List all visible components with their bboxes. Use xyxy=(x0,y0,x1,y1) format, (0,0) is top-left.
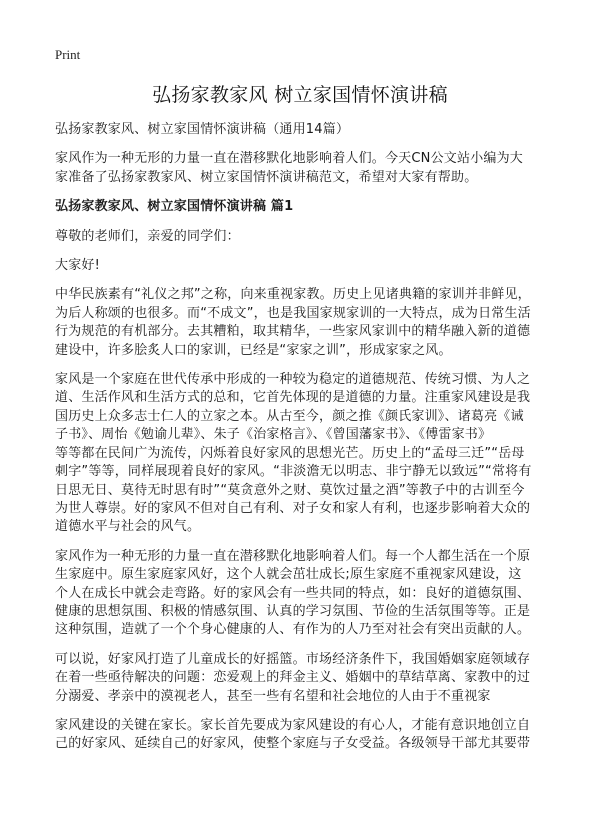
greeting: 尊敬的老师们，亲爱的同学们： xyxy=(55,228,240,244)
body-paragraph xyxy=(55,371,570,537)
text-line: 建设中，许多脍炙人口的家训，已经是“家家之训”，形成家家之风。 xyxy=(55,342,452,358)
text-line: 为世人尊崇。好的家风不但对自己有利、对子女和家人有利，也逐步影响着大众的 xyxy=(55,500,531,516)
text-line: 家风是一个家庭在世代传承中形成的一种较为稳定的道德规范、传统习惯、为人之 xyxy=(55,372,531,388)
text-line: 家风作为一种无形的力量一直在潜移默化地影响着人们。每一个人都生活在一个原 xyxy=(55,548,531,564)
text-line: 己的好家风、延续自己的好家风，使整个家庭与子女受益。各级领导干部尤其要带 xyxy=(55,736,531,752)
text-line: 行为规范的有机部分。去其糟粕，取其精华，一些家风家训中的精华融入新的道德 xyxy=(55,324,531,340)
document-body xyxy=(55,121,570,765)
text-line: 个人在成长中就会走弯路。好的家风会有一些共同的特点，如：良好的道德氛围、 xyxy=(55,585,531,601)
text-line: 日思无日、莫待无时思有时”“莫贪意外之财、莫饮过量之酒”等教子中的古训至今 xyxy=(55,482,525,498)
text-line: 中华民族素有“礼仪之邦”之称，向来重视家教。历史上见诸典籍的家训并非鲜见， xyxy=(55,287,531,303)
subtitle: 弘扬家教家风、树立家国情怀演讲稿（通用14篇） xyxy=(55,122,350,137)
text-line: 家风作为一种无形的力量一直在潜移默化地影响着人们。今天CN公文站小编为大 xyxy=(55,151,524,167)
text-line: 道、生活作风和生活方式的总和，它首先体现的是道德的力量。注重家风建设是我 xyxy=(55,390,531,406)
text-line: 刺字”等等，同样展现着良好的家风。“非淡澹无以明志、非宁静无以致远”“常将有 xyxy=(55,464,532,480)
text-line: 分溺爱、孝亲中的漠视老人，甚至一些有名望和社会地位的人由于不重视家 xyxy=(55,688,491,704)
body-paragraph xyxy=(55,651,570,706)
text-line: 为后人称颂的也很多。而“不成文”，也是我国家规家训的一大特点，成为日常生活 xyxy=(55,305,531,321)
text-line: 这种氛围，造就了一个个身心健康的人、有作为的人乃至对社会有突出贡献的人。 xyxy=(55,622,531,638)
document-title: 弘扬家教家风 树立家国情怀演讲稿 xyxy=(152,84,448,106)
text-line: 在着一些亟待解决的问题：恋爱观上的拜金主义、婚姻中的草结草离、家教中的过 xyxy=(55,670,531,686)
text-line: 健康的思想氛围、积极的情感氛围、认真的学习氛围、节俭的生活氛围等等。正是 xyxy=(55,603,531,619)
text-line: 道德水平与社会的风气。 xyxy=(55,519,201,535)
text-line: 等等都在民间广为流传，闪烁着良好家风的思想光芒。历史上的“孟母三迁”“岳母 xyxy=(55,445,525,461)
body-paragraph xyxy=(55,548,570,640)
text-line: 可以说，好家风打造了儿童成长的好摇篮。市场经济条件下，我国婚姻家庭领域存 xyxy=(55,651,531,667)
text-line: 生家庭中。原生家庭家风好，这个人就会茁壮成长;原生家庭不重视家风建设，这 xyxy=(55,567,522,583)
text-line: 家准备了弘扬家教家风、树立家国情怀演讲稿范文，希望对大家有帮助。 xyxy=(55,169,478,185)
section-heading: 弘扬家教家风、树立家国情怀演讲稿 篇1 xyxy=(55,199,294,215)
text-line: 子书》、周怡《勉谕儿辈》、朱子《治家格言》、《曾国藩家书》、《傅雷家书》 xyxy=(55,427,492,443)
body-paragraph xyxy=(55,286,570,360)
hello: 大家好! xyxy=(55,258,101,274)
text-line: 家风建设的关键在家长。家长首先要成为家风建设的有心人，才能有意识地创立自 xyxy=(55,717,531,733)
text-line: 国历史上众多志士仁人的立家之本。从古至今，颜之推《颜氏家训》、诸葛亮《诫 xyxy=(55,408,524,424)
print-link[interactable]: Print xyxy=(55,47,81,62)
body-paragraph xyxy=(55,717,570,754)
intro-paragraph xyxy=(55,150,570,187)
